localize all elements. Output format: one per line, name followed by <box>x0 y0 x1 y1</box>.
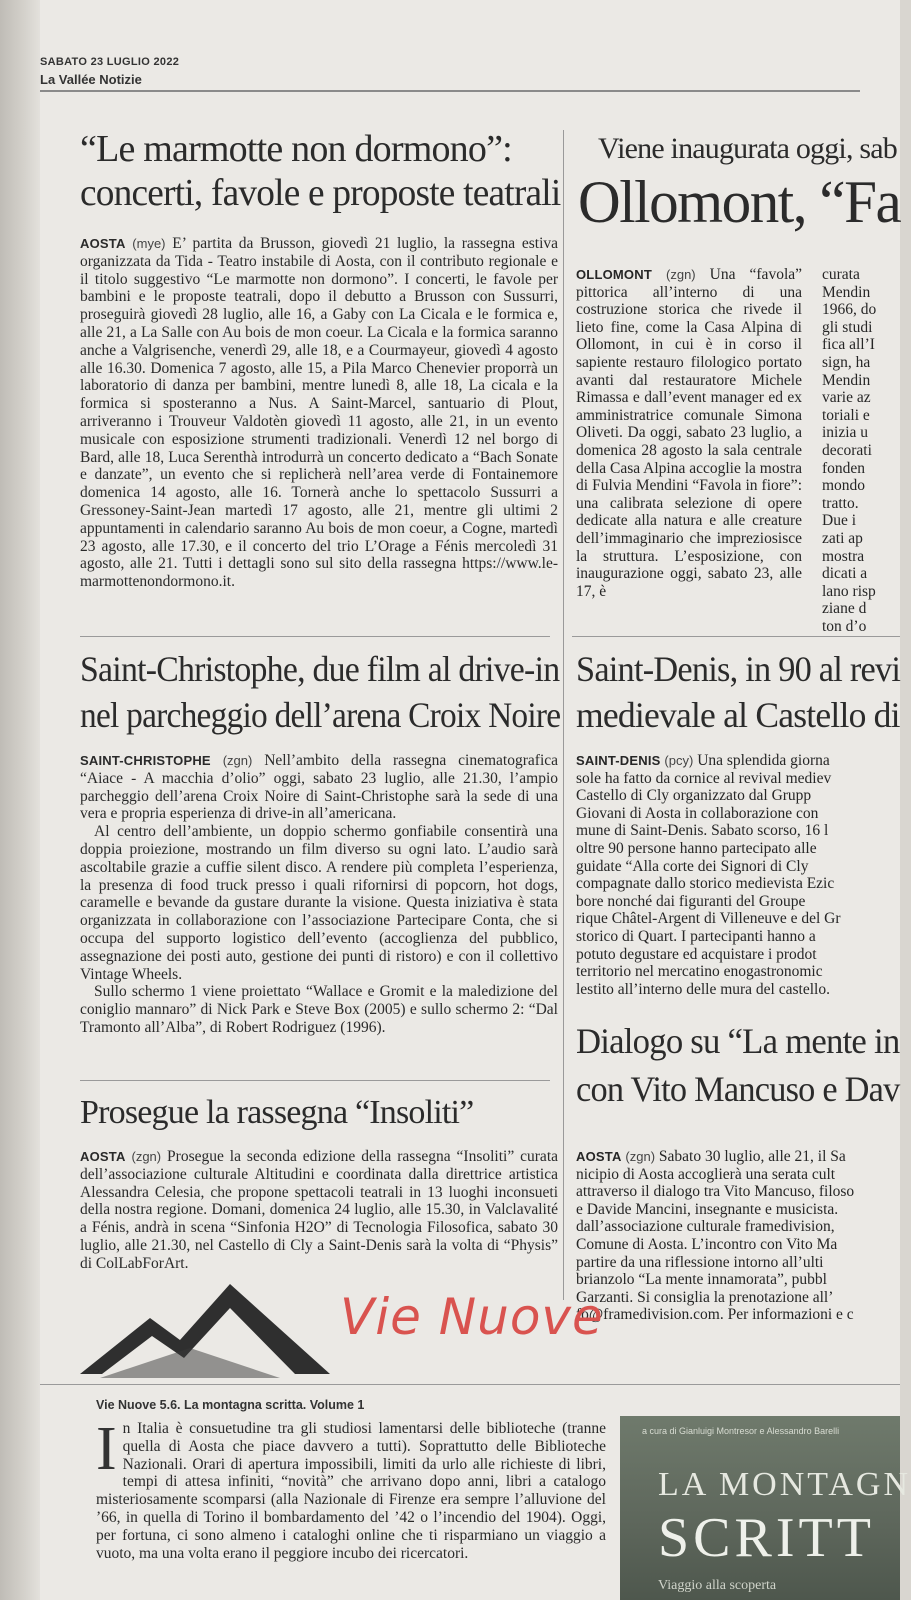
ollomont-dateline: OLLOMONT <box>576 267 652 282</box>
ollomont-col2-line: toriali e <box>822 406 870 424</box>
saintdenis-line: potuto degustare ed acquistare i prodot <box>576 945 817 963</box>
page-fold-shadow <box>0 0 40 1600</box>
ollomont-col2-line: decorati <box>822 441 872 459</box>
ollomont-col2-line: sign, ha <box>822 353 871 371</box>
mancuso-line-0: Sabato 30 luglio, alle 21, il Sa <box>658 1148 846 1165</box>
mancuso-article <box>576 1148 902 1324</box>
dropcap: I <box>96 1415 117 1483</box>
ollomont-headline: Ollomont, “Fa <box>578 169 901 235</box>
mancuso-agency: (zgn) <box>625 1149 656 1164</box>
masthead-date: SABATO 23 LUGLIO 2022 <box>40 56 180 68</box>
mancuso-line: dall’associazione culturale framedivision, <box>576 1218 835 1236</box>
mancuso-line: Garzanti. Si consiglia la prenotazione all’ <box>576 1288 834 1306</box>
ollomont-col2-line: mostra <box>822 547 865 565</box>
mancuso-headline-2: con Vito Mancuso e Dav <box>576 1069 900 1109</box>
mancuso-line: fo@framedivision.com. Per informazioni e c <box>576 1306 854 1324</box>
drivein-headline-2: nel parcheggio dell’arena Croix Noire <box>80 695 561 735</box>
book-cover-image <box>620 1416 911 1600</box>
ollomont-col2-line: curata <box>822 266 860 283</box>
saintdenis-article <box>576 752 902 1006</box>
marmotte-dateline: AOSTA <box>80 236 126 251</box>
saintdenis-line: mune di Saint-Denis. Sabato scorso, 16 l <box>576 822 829 840</box>
ollomont-body: Una “favola” pittorica all’interno di una costruzione storica che rivede il lieto fine, come la Casa Alpina di Ollomont, in cui è in corso il sapiente restauro filologico portato avanti dal restauratore Michele Rimassa e dall’event manager ed ex amministratrice comunale Simona Oliveti. Da oggi, sabato 23 luglio, a domenica 28 agosto la sala centrale della Casa Alpina accoglie la mostra di Fulvia Mendini “Favola in fiore”: una calibrata selezione di opere dedicate alla natura e alle creature dell’immaginario che impreziosisce la struttura. L’esposizione, con inaugurazione oggi, sabato 23, alle 17, è <box>576 266 803 600</box>
ollomont-col2-line: mondo <box>822 477 866 495</box>
saintdenis-dateline: SAINT-DENIS <box>576 753 661 768</box>
vie-nuove-body: n Italia è consuetudine tra gli studiosi lamentarsi delle biblioteche (tranne quella di Aosta che piace davvero a tutti). Soprattutto delle Biblioteche Nazionali. Orari di apertura impossibili, limiti da urlo alle richieste di libri, tempi di attesa infiniti, “novità” che arrivano dopo anni, libri a catalogo misteriosamente scomparsi (alla Nazionale di Firenze era sempre l’alluvione del ’66, in quella di Torino il bombardamento del ’42 o l’incendio del 1904). Oggi, per fortuna, ci sono almeno i cataloghi online che ti risparmiano un viaggio a vuoto, ma una volta erano il peggiore incubo dei ricercatori. <box>96 1420 606 1562</box>
rule-after-marmotte <box>80 636 550 637</box>
marmotte-article <box>80 235 558 635</box>
ollomont-col2-line: ziane d <box>822 600 867 618</box>
ollomont-kicker: Viene inaugurata oggi, sab <box>598 132 897 165</box>
vie-nuove-subtitle: Vie Nuove 5.6. La montagna scritta. Volume 1 <box>96 1398 365 1412</box>
book-cover-subtitle: Viaggio alla scoperta <box>658 1578 777 1593</box>
masthead-section: La Vallée Notizie <box>40 72 142 87</box>
drivein-article <box>80 752 558 1072</box>
saintdenis-line: lestito all’interno delle mura del castello. <box>576 980 830 998</box>
drivein-dateline: SAINT-CHRISTOPHE <box>80 753 211 768</box>
saintdenis-line: guidate “Alla corte dei Signori di Cly <box>576 857 809 875</box>
insoliti-article <box>80 1148 558 1280</box>
marmotte-headline-1: “Le marmotte non dormono”: <box>80 128 512 170</box>
mancuso-line: brianzolo “La mente innamorata”, pubbl <box>576 1271 827 1289</box>
masthead-rule <box>40 90 860 92</box>
saintdenis-line: Castello di Cly organizzato dal Grupp <box>576 787 812 805</box>
vie-nuove-article <box>96 1415 606 1600</box>
mancuso-line: partire da una riflessione intorno all’ulti <box>576 1253 824 1271</box>
drivein-agency: (zgn) <box>222 753 253 768</box>
ollomont-agency: (zgn) <box>666 267 696 282</box>
marmotte-headline-2: concerti, favole e proposte teatrali <box>80 172 561 214</box>
saintdenis-agency: (pcy) <box>664 753 694 768</box>
rule-after-ollomont <box>572 636 900 637</box>
ollomont-col2-line: fonden <box>822 459 866 477</box>
saintdenis-line: oltre 90 persone hanno partecipato alle <box>576 839 817 857</box>
drivein-p1: Nell’ambito della rassegna cinematografica “Aiace - A macchia d’olio” oggi, sabato 23 luglio, alle 21.30, l’ampio parcheggio dell’arena Croix Noire di Saint-Christophe sarà la sede di una vera e propria esperienza di drive-in all’americana. <box>80 752 559 823</box>
mancuso-line: e Davide Mancini, insegnante e musicista. <box>576 1200 839 1218</box>
mancuso-line: nicipio di Aosta accoglierà una serata cult <box>576 1165 836 1183</box>
ollomont-col2-line: zati ap <box>822 529 863 547</box>
ollomont-col2-line: ton d’o <box>822 617 867 635</box>
insoliti-headline: Prosegue la rassegna “Insoliti” <box>80 1094 474 1131</box>
insoliti-body: Prosegue la seconda edizione della rassegna “Insoliti” curata dell’associazione culturale Altitudini e coordinata dalla direttrice artistica Alessandra Celesia, che propone spettacoli teatrali in 13 luoghi inconsueti della nostra regione. Domani, domenica 24 luglio, alle 15.30, in Valclavalité a Fénis, andrà in scena “Sinfonia H2O” di Tecnologia Filosofica, sabato 30 luglio, alle 21.30, nel Castello di Cly a Saint-Denis sarà la volta di “Physis” di ColLabForArt. <box>80 1148 559 1272</box>
insoliti-agency: (zgn) <box>131 1149 162 1164</box>
ollomont-col2-line: tratto. <box>822 494 859 512</box>
ollomont-col2-line: Due i <box>822 512 857 530</box>
ollomont-article-col2 <box>822 266 902 635</box>
ollomont-col2-line: Mendin <box>822 371 871 389</box>
mountain-logo-icon <box>80 1278 340 1382</box>
mancuso-dateline: AOSTA <box>576 1149 622 1164</box>
ollomont-col2-line: varie az <box>822 389 871 407</box>
marmotte-agency: (mye) <box>132 236 166 251</box>
saintdenis-line: sole ha fatto da cornice al revival mediev <box>576 769 832 787</box>
drivein-p2: Al centro dell’ambiente, un doppio schermo gonfiabile consentirà una doppia proiezione, mostrando un film diverso su ogni lato. L’audio sarà ascoltabile grazie a cuffie silent disco. A rendere più completa l’esperienza, la presenza di food truck presso i quali rifornirsi di popcorn, hot dogs, caramelle e bevande da gustare durante la visione. Questa iniziativa è stata organizzata in collaborazione con l’associazione Partecipare Conta, che si occupa del supporto logistico dell’evento (accoglienza del pubblico, assegnazione dei posti auto, gestione dei punti di ristoro) e con il collettivo Vintage Wheels. <box>80 823 558 983</box>
vie-nuove-rule <box>40 1384 900 1385</box>
saintdenis-headline-2: medievale al Castello di <box>576 695 900 735</box>
saintdenis-line-0: Una splendida giorna <box>697 752 830 769</box>
saintdenis-line: bore nonché dai figuranti del Groupe <box>576 892 806 910</box>
saintdenis-line: storico di Quart. I partecipanti hanno a <box>576 927 816 945</box>
ollomont-col2-line: 1966, do <box>822 301 877 319</box>
saintdenis-line: compagnate dallo storico medievista Ezic <box>576 875 835 893</box>
saintdenis-headline-1: Saint-Denis, in 90 al revi <box>576 649 901 689</box>
saintdenis-line: rique Châtel-Argent di Villeneuve e del Gr <box>576 910 841 928</box>
drivein-p3: Sullo schermo 1 viene proiettato “Wallace e Gromit e la maledizione del coniglio mannaro” di Nick Park e Steve Box (2005) e sullo schermo 2: “Dal Tramonto all’Alba”, di Robert Rodriguez (1996). <box>80 983 558 1036</box>
marmotte-body: E’ partita da Brusson, giovedì 21 luglio, la rassegna estiva organizzata da Tida - Teatro instabile di Aosta, con il contributo regionale e il titolo suggestivo “Le marmotte non dormono”. I concerti, le favole per bambini e le proposte teatrali, dopo il debutto a Brusson con Sussurri, proseguirà giovedì 28 luglio, alle 16, a Gaby con La Cicala e le formica e, alle 21, a La Salle con Au bois de mon coeur. La Cicala e la formica saranno anche a Valgrisenche, venerdì 29, alle 18, e a Courmayeur, giovedì 4 agosto alle 16.30. Domenica 7 agosto, alle 15, a Pila Marco Chenevier proporrà un laboratorio di danza per bambini, mentre lunedì 8, alle 18, La cicala e la formica si sposteranno a Nus. A Saint-Marcel, santuario di Plout, arriveranno i Trouveur Valdotèn giovedì 11 agosto, alle 21, in un evento musicale con esposizione strumenti tradizionali. Venerdì 12 nel borgo di Bard, alle 18, Luca Serenthà introdurrà un concerto dedicato a “Bach Sonate e danzate”, un evento che si replicherà nell’area verde di Fontainemore domenica 14 agosto, alle 16. Tornerà anche lo spettacolo Sussurri a Gressoney-Saint-Jean martedì 17 agosto, alle 21, mentre gli ultimi 2 appuntamenti in calendario saranno Au bois de mon coeur, a Cogne, martedì 23 agosto, alle 17.30, e il concerto del trio L’Orage a Fénis mercoledì 31 agosto, alle 21. Tutti i dettagli sono sul sito della rassegna https://www.le-marmottenondormono.it. <box>80 235 559 591</box>
mancuso-line: attraverso il dialogo tra Vito Mancuso, filoso <box>576 1183 855 1201</box>
book-cover-title-2: SCRITT <box>658 1507 875 1569</box>
book-cover-title-1: LA MONTAGN <box>658 1466 911 1503</box>
mancuso-line: Comune di Aosta. L’incontro con Vito Ma <box>576 1235 838 1253</box>
mancuso-headline-1: Dialogo su “La mente in <box>576 1021 900 1061</box>
vie-nuove-title: Vie Nuove <box>340 1288 604 1346</box>
ollomont-col2-line: Mendin <box>822 283 871 301</box>
rule-after-drivein <box>80 1080 550 1081</box>
saintdenis-line: Giovani di Aosta in collaborazione con <box>576 804 819 822</box>
insoliti-dateline: AOSTA <box>80 1149 126 1164</box>
saintdenis-line: territorio nel mercatino enogastronomic <box>576 963 823 981</box>
ollomont-col2-line: dicati a <box>822 565 868 583</box>
column-divider <box>563 130 564 1300</box>
ollomont-article-col1 <box>576 266 802 628</box>
ollomont-col2-line: fica all’I <box>822 336 875 354</box>
ollomont-col2-line: gli studi <box>822 318 873 336</box>
ollomont-col2-line: inizia u <box>822 424 869 442</box>
drivein-headline-1: Saint-Christophe, due film al drive-in <box>80 649 560 689</box>
ollomont-col2-line: lano risp <box>822 582 876 600</box>
book-cover-credit: a cura di Gianluigi Montresor e Alessandro Barelli <box>642 1426 840 1436</box>
